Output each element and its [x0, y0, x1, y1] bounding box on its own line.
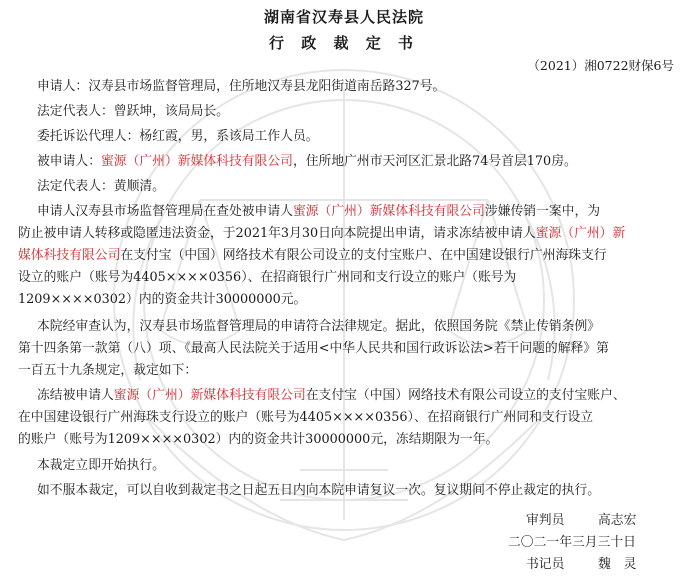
clerk-name: 魏 灵: [598, 557, 637, 572]
para1-line5: 1209××××0302）内的资金共计30000000元。: [18, 292, 307, 307]
para1-line2: [18, 223, 678, 245]
para3-line1: [37, 385, 688, 407]
para2-line2: 第十四条第一款第（八）项、《最高人民法院关于适用<中华人民共和国行政诉讼法>若干问题的解释》第: [18, 341, 609, 356]
company-name-highlight: 蜜源（广州）新媒体科技有限公司: [292, 204, 485, 219]
text: 防止被申请人转移或隐匿违法资金，于2021年3月30日向本院提出申请，请求冻结被申请人: [18, 226, 536, 241]
company-name-highlight: 媒体科技有限公司: [18, 248, 121, 263]
company-name-highlight: 蜜源（广州）新媒体科技有限公司: [113, 388, 306, 403]
para5: 如不服本裁定，可以自收到裁定书之日起五日内向本院申请复议一次。复议期间不停止裁定的执行。: [37, 483, 601, 498]
agent-line: 委托诉讼代理人：杨红霞，男，系该局工作人员。: [37, 129, 319, 144]
text: 冻结被申请人: [37, 388, 114, 403]
respondent-legal-rep-line: 法定代表人：黄顺清。: [37, 179, 165, 194]
text: 在支付宝（中国）网络技术有限公司设立的支付宝账户、: [305, 388, 626, 403]
judge-name: 高志宏: [598, 513, 637, 528]
para1-line1: [37, 201, 688, 223]
company-name-highlight: 蜜源（广州）新: [535, 226, 626, 241]
respondent-suffix: ，住所地广州市天河区汇景北路74号首层170房。: [292, 154, 577, 169]
text: 涉嫌传销一案中，为: [484, 204, 601, 219]
para2-line1: 本院经审查认为，汉寿县市场监督管理局的申请符合法律规定。据此，依照国务院《禁止传销条例》: [37, 319, 601, 334]
para1-line3: [18, 245, 678, 267]
case-number: （2021）湘0722财保6号: [527, 58, 674, 73]
applicant-line: 申请人：汉寿县市场监督管理局，住所地汉寿县龙阳街道南岳路327号。: [37, 79, 446, 94]
respondent-line: [37, 151, 688, 173]
para4: 本裁定立即开始执行。: [37, 458, 165, 473]
legal-rep-line: 法定代表人：曾跃坤，该局局长。: [37, 104, 229, 119]
para2-line3: 一百五十九条规定，裁定如下：: [18, 363, 198, 378]
document-title: 行 政 裁 定 书: [269, 34, 419, 52]
respondent-prefix: 被申请人：: [37, 154, 101, 169]
ruling-date: 二〇二一年三月三十日: [508, 535, 636, 550]
court-name: 湖南省汉寿县人民法院: [263, 8, 424, 26]
para3-line3: 的账户（账号为1209××××0302）内的资金共计30000000元，冻结期限为一年。: [18, 432, 499, 447]
company-name-highlight: 蜜源（广州）新媒体科技有限公司: [100, 154, 293, 169]
text: 申请人汉寿县市场监督管理局在查处被申请人: [37, 204, 293, 219]
judge-label: 审判员: [526, 513, 565, 528]
clerk-label: 书记员: [526, 557, 565, 572]
para1-line4: 设立的账户（账号为4405××××0356）、在招商银行广州同和支行设立的账户（账号为: [18, 270, 517, 285]
para3-line2: 在中国建设银行广州海珠支行设立的账户（账号为4405××××0356）、在招商银行广州同和支行设立: [18, 410, 594, 425]
text: 在支付宝（中国）网络技术有限公司设立的支付宝账户、在中国建设银行广州海珠支行: [120, 248, 607, 263]
